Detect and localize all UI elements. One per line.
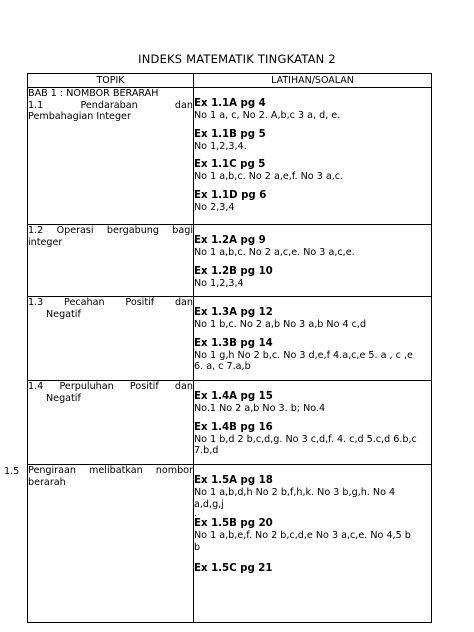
topic-cell bbox=[28, 297, 194, 381]
exercise-body: b bbox=[194, 541, 201, 553]
exercise-title: Ex 1.3B pg 14 bbox=[194, 337, 273, 349]
topic-line: 1.1 Pendaraban dan bbox=[28, 99, 193, 111]
topic-line: Pembahagian Integer bbox=[28, 111, 131, 122]
exercise-title: Ex 1.5C pg 21 bbox=[194, 563, 273, 574]
exercise-body: No 1 b,c. No 2 a,b No 3 a,b No 4 c,d bbox=[194, 319, 367, 330]
table-row bbox=[28, 225, 432, 297]
exercise-body: No 1 g,h No 2 b,c. No 3 d,e,f 4.a,c,e 5. a , c ,e bbox=[194, 349, 413, 361]
exercise-cell bbox=[194, 297, 432, 381]
exercise-title: Ex 1.2B pg 10 bbox=[194, 265, 273, 277]
topic-cell bbox=[28, 88, 194, 225]
exercise-body: No 1 a,b,e,f. No 2 b,c,d,e No 3 a,c,e. No 4,5 b bbox=[194, 530, 411, 541]
exercise-title: Ex 1.2A pg 9 bbox=[194, 235, 266, 246]
exercise-title: Ex 1.4A pg 15 bbox=[194, 391, 273, 402]
topic-cell bbox=[28, 381, 194, 465]
exercise-cell bbox=[194, 381, 432, 465]
topic-cell bbox=[28, 465, 194, 623]
exercise-body: No 2,3,4 bbox=[194, 201, 235, 213]
exercise-body: No 1,2,3,4 bbox=[194, 277, 244, 289]
table-row bbox=[28, 88, 432, 225]
exercise-title: Ex 1.5B pg 20 bbox=[194, 518, 273, 529]
exercise-body: a,d,g,j bbox=[194, 498, 224, 510]
header-topik: TOPIK bbox=[28, 74, 194, 88]
exercise-body: No 1 a, c, No 2. A,b,c 3 a, d, e. bbox=[194, 110, 341, 121]
exercise-title: Ex 1.1A pg 4 bbox=[194, 98, 266, 109]
table-header-row bbox=[28, 74, 432, 88]
exercise-title: Ex 1.1D pg 6 bbox=[194, 189, 267, 201]
exercise-body: . bbox=[194, 508, 198, 519]
exercise-title: Ex 1.1C pg 5 bbox=[194, 159, 266, 170]
document-title: INDEKS MATEMATIK TINGKATAN 2 bbox=[138, 52, 336, 66]
topic-line: berarah bbox=[28, 476, 66, 488]
index-table bbox=[27, 73, 432, 623]
exercise-body: No 1 a,b,d,h No 2 b,f,h,k. No 3 b,g,h. No 4 bbox=[194, 487, 396, 498]
exercise-title: Ex 1.4B pg 16 bbox=[194, 421, 273, 433]
topic-line: Negatif bbox=[46, 308, 81, 320]
exercise-title: Ex 1.3A pg 12 bbox=[194, 307, 273, 318]
exercise-body: 7.b,d bbox=[194, 445, 219, 456]
exercise-title: Ex 1.5A pg 18 bbox=[194, 475, 273, 486]
table-row bbox=[28, 297, 432, 381]
exercise-body: No.1 No 2 a,b No 3. b; No.4 bbox=[194, 403, 326, 414]
topic-line: Pengiraan melibatkan nombor bbox=[28, 465, 193, 476]
exercise-body: No 1 a,b,c. No 2 a,c,e. No 3 a,c,e. bbox=[194, 247, 355, 258]
exercise-body: No 1 b,d 2 b,c,d,g. No 3 c,d,f. 4. c,d 5.c,d 6.b,c bbox=[194, 433, 417, 445]
chapter-heading: BAB 1 : NOMBOR BERARAH bbox=[28, 88, 159, 99]
topic-cell bbox=[28, 225, 194, 297]
table-row bbox=[28, 381, 432, 465]
exercise-cell bbox=[194, 465, 432, 623]
topic-line: 1.4 Perpuluhan Positif dan bbox=[28, 381, 193, 392]
topic-line: integer bbox=[28, 236, 63, 248]
exercise-title: Ex 1.1B pg 5 bbox=[194, 128, 266, 140]
exercise-body: 6. a, c 7.a,b bbox=[194, 361, 251, 372]
exercise-cell bbox=[194, 88, 432, 225]
exercise-body: No 1,2,3,4. bbox=[194, 140, 247, 152]
exercise-body: No 1 a,b,c. No 2 a,e,f. No 3 a,c. bbox=[194, 171, 344, 182]
topic-line: 1.3 Pecahan Positif dan bbox=[28, 297, 193, 308]
exercise-cell bbox=[194, 225, 432, 297]
table-row bbox=[28, 465, 432, 623]
header-latihan: LATIHAN/SOALAN bbox=[194, 74, 432, 88]
section-number-margin: 1.5 bbox=[4, 466, 20, 477]
topic-line: Negatif bbox=[46, 392, 81, 404]
topic-line: 1.2 Operasi bergabung bagi bbox=[28, 225, 193, 236]
